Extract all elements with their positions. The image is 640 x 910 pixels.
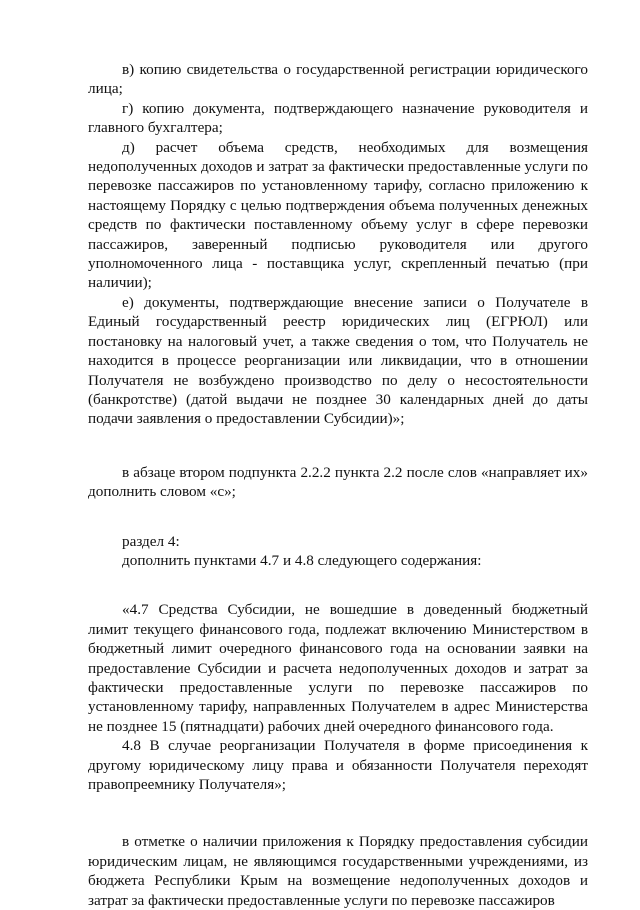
paragraph-amendment-2-2-2: в абзаце втором подпункта 2.2.2 пункта 2.2 после слов «направляет их» дополнить словом «с»;	[88, 463, 588, 501]
paragraph-e: е) документы, подтверждающие внесение записи о Получателе в Единый государственный реестр юридических лиц (ЕГРЮЛ) или постановку на налоговый учет, а также сведения о том, что Получатель не находится в процессе реорганизации или ликвидации, что в отношении Получателя не возбуждено производство по делу о несостоятельности (банкротстве) (датой выдачи не позднее 30 календарных дней до даты подачи заявления о предоставлении Субсидии)»;	[88, 293, 588, 428]
document-page	[88, 60, 588, 910]
paragraph-add-points: дополнить пунктами 4.7 и 4.8 следующего содержания:	[122, 551, 482, 569]
paragraph-v: в) копию свидетельства о государственной регистрации юридического лица;	[88, 61, 588, 98]
paragraph-d: д) расчет объема средств, необходимых для возмещения недополученных доходов и затрат за фактически предоставленные услуги по перевозке пассажиров по установленному тарифу, согласно приложению к настоящему Порядку с целью подтверждения объема полученных денежных средств по фактически поставленному объему услуг в сфере перевозки пассажиров, заверенный подписью руководителя или другого уполномоченного лица - поставщика услуг, скрепленный печатью (при наличии);	[88, 138, 588, 292]
paragraph-g: г) копию документа, подтверждающего назначение руководителя и главного бухгалтера;	[88, 99, 588, 137]
paragraph-4-7: «4.7 Средства Субсидии, не вошедшие в доведенный бюджетный лимит текущего финансового года, подлежат включению Министерством в бюджетный лимит очередного финансового года на основании заявки на предоставление Субсидии и расчета недополученных доходов и затрат за фактически предоставленные услуги по перевозке пассажиров по установленному тарифу, направленных Получателем в адрес Министерства не позднее 15 (пятнадцати) рабочих дней очередного финансового года.	[88, 601, 588, 735]
paragraph-appendix-note: в отметке о наличии приложения к Порядку предоставления субсидии юридическим лицам, не являющимся государственными учреждениями, из бюджета Республики Крым на возмещение недополученных доходов и затрат за фактически предоставленные услуги по перевозке пассажиров	[88, 833, 588, 909]
paragraph-4-8: 4.8 В случае реорганизации Получателя в форме присоединения к другому юридическому лицу права и обязанности Получателя переходят правопреемнику Получателя»;	[88, 737, 588, 793]
paragraph-section-4: раздел 4:	[122, 532, 180, 550]
